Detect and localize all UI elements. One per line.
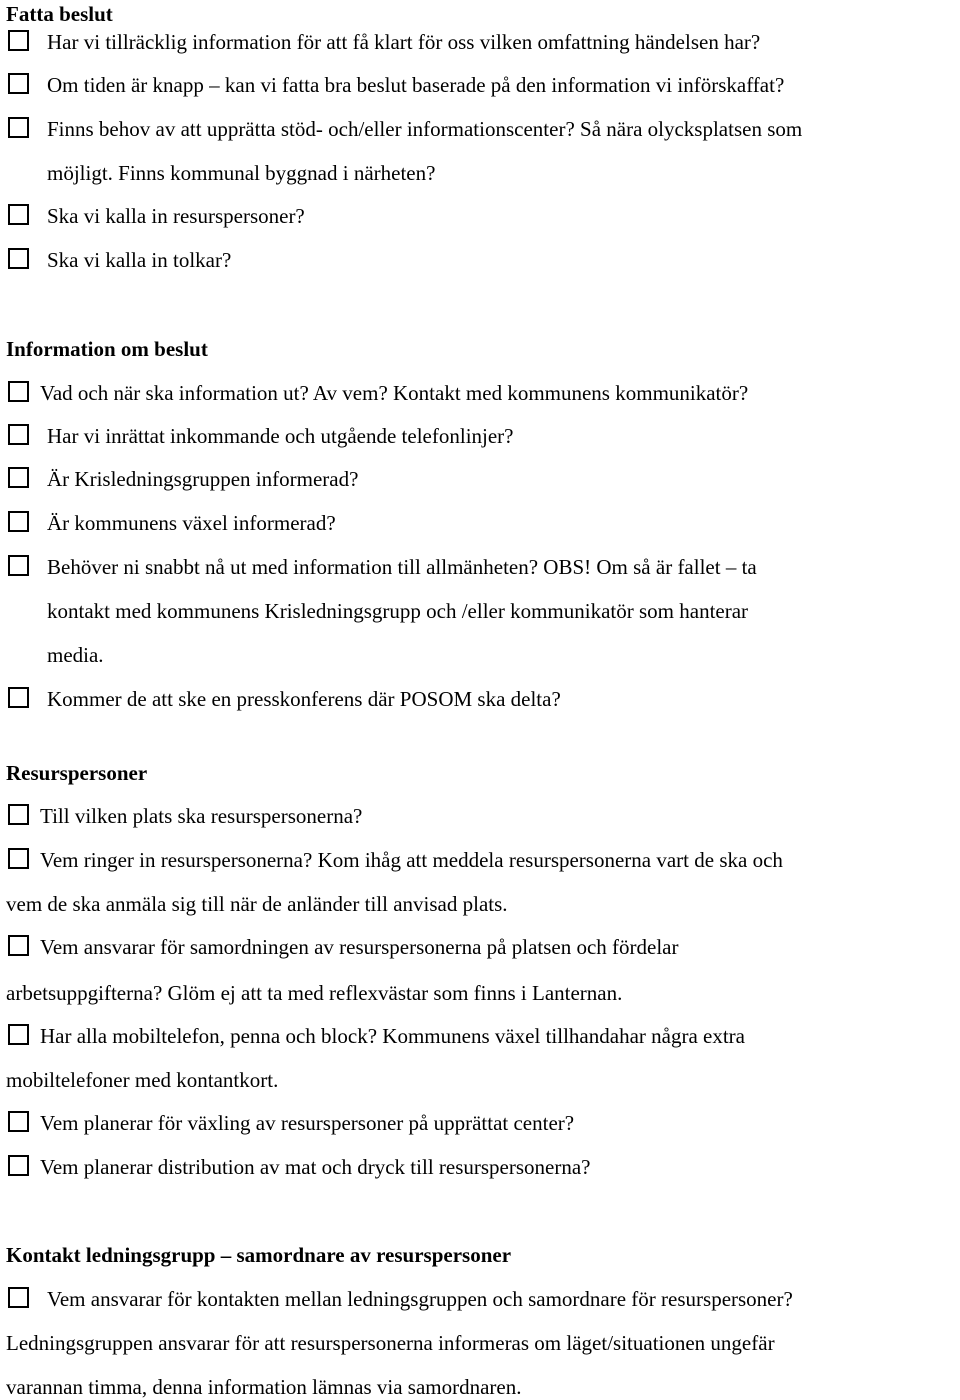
- checklist-item: Ska vi kalla in resurspersoner?: [47, 204, 305, 228]
- checklist-item-continuation: mobiltelefoner med kontantkort.: [6, 1068, 279, 1092]
- checkbox[interactable]: [8, 204, 29, 225]
- checklist-item: Har alla mobiltelefon, penna och block? Kommunens växel tillhandahar några extra: [40, 1024, 745, 1048]
- checklist-item: Vem planerar distribution av mat och dryck till resurspersonerna?: [40, 1155, 591, 1179]
- checklist-item: Har vi inrättat inkommande och utgående telefonlinjer?: [47, 424, 514, 448]
- checkbox[interactable]: [8, 73, 29, 94]
- checkbox[interactable]: [8, 511, 29, 532]
- checklist-item-continuation: arbetsuppgifterna? Glöm ej att ta med reflexvästar som finns i Lanternan.: [6, 981, 623, 1005]
- checkbox[interactable]: [8, 555, 29, 576]
- checkbox[interactable]: [8, 804, 29, 825]
- checklist-item: Ska vi kalla in tolkar?: [47, 248, 232, 272]
- paragraph-line: varannan timma, denna information lämnas via samordnaren.: [6, 1375, 522, 1399]
- checkbox[interactable]: [8, 117, 29, 138]
- section-heading-resurspersoner: Resurspersoner: [6, 761, 148, 785]
- checkbox[interactable]: [8, 1155, 29, 1176]
- checkbox[interactable]: [8, 30, 29, 51]
- checklist-item: Vem ansvarar för kontakten mellan ledningsgruppen och samordnare för resurspersoner?: [47, 1287, 793, 1311]
- checkbox[interactable]: [8, 381, 29, 402]
- checkbox[interactable]: [8, 848, 29, 869]
- checklist-item: Har vi tillräcklig information för att få klart för oss vilken omfattning händelsen har?: [47, 30, 761, 54]
- checklist-item-continuation: media.: [47, 643, 104, 667]
- checklist-item: Vem ansvarar för samordningen av resurspersonerna på platsen och fördelar: [40, 935, 679, 959]
- checklist-item: Till vilken plats ska resurspersonerna?: [40, 804, 363, 828]
- section-heading-kontakt-ledningsgrupp: Kontakt ledningsgrupp – samordnare av resurspersoner: [6, 1243, 512, 1267]
- checklist-item: Vem ringer in resurspersonerna? Kom ihåg att meddela resurspersonerna vart de ska och: [40, 848, 783, 872]
- checkbox[interactable]: [8, 935, 29, 956]
- checkbox[interactable]: [8, 248, 29, 269]
- checklist-item: Finns behov av att upprätta stöd- och/eller informationscenter? Så nära olycksplatsen som: [47, 117, 803, 141]
- checklist-item: Kommer de att ske en presskonferens där POSOM ska delta?: [47, 687, 561, 711]
- section-heading-information-om-beslut: Information om beslut: [6, 337, 208, 361]
- checklist-item: Behöver ni snabbt nå ut med information till allmänheten? OBS! Om så är fallet – ta: [47, 555, 757, 579]
- checklist-item-continuation: möjligt. Finns kommunal byggnad i närheten?: [47, 161, 436, 185]
- checklist-item: Är kommunens växel informerad?: [47, 511, 336, 535]
- checkbox[interactable]: [8, 1111, 29, 1132]
- checkbox[interactable]: [8, 1024, 29, 1045]
- checkbox[interactable]: [8, 1287, 29, 1308]
- paragraph-line: Ledningsgruppen ansvarar för att resurspersonerna informeras om läget/situationen ungefär: [6, 1331, 775, 1355]
- checkbox[interactable]: [8, 687, 29, 708]
- section-heading-fatta-beslut: Fatta beslut: [6, 2, 113, 26]
- checklist-item-continuation: kontakt med kommunens Krisledningsgrupp och /eller kommunikatör som hanterar: [47, 599, 749, 623]
- checklist-item-continuation: vem de ska anmäla sig till när de anländer till anvisad plats.: [6, 892, 508, 916]
- checklist-item: Vad och när ska information ut? Av vem? Kontakt med kommunens kommunikatör?: [40, 381, 749, 405]
- checkbox[interactable]: [8, 467, 29, 488]
- checklist-item: Är Krisledningsgruppen informerad?: [47, 467, 359, 491]
- checklist-item: Vem planerar för växling av resurspersoner på upprättat center?: [40, 1111, 575, 1135]
- checklist-item: Om tiden är knapp – kan vi fatta bra beslut baserade på den information vi införskaffat?: [47, 73, 785, 97]
- checkbox[interactable]: [8, 424, 29, 445]
